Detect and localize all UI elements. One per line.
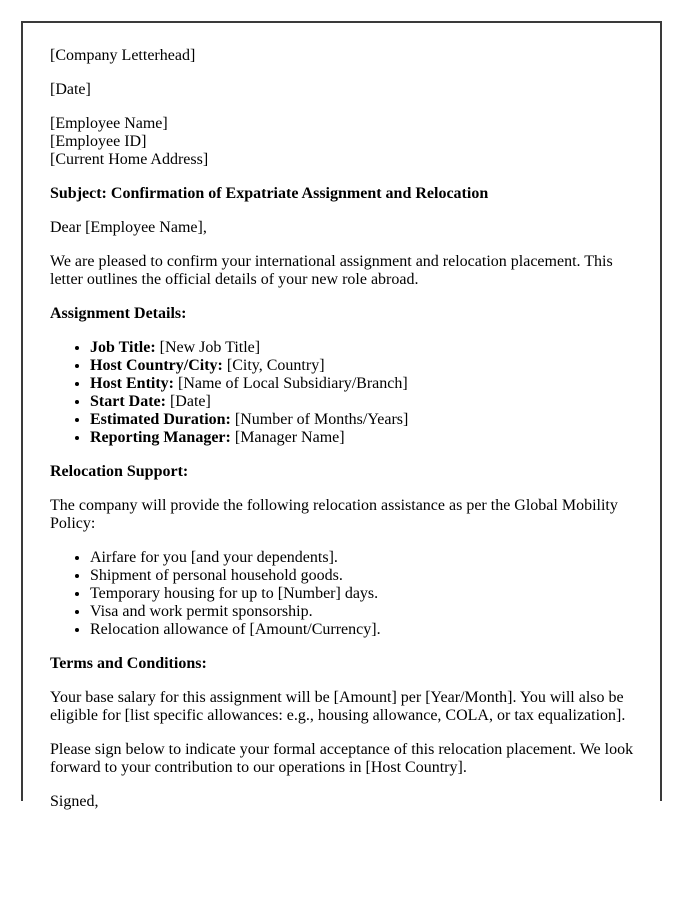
item-value: [New Job Title] [159,339,261,356]
list-item-host-country [90,357,635,375]
assignment-details-list [50,339,635,447]
date-line: [Date] [50,81,91,98]
salutation: Dear [Employee Name], [50,219,207,236]
list-item-host-entity [90,375,635,393]
relocation-support-heading: Relocation Support: [50,463,189,480]
item-label: Start Date: [90,393,166,410]
employee-id-line: [Employee ID] [50,133,147,150]
item-value: [Date] [169,393,211,410]
list-item-relocation-allowance: • Relocation allowance of [Amount/Currency]. [90,621,635,639]
item-value: [City, Country] [226,357,325,374]
closing-paragraph: Please sign below to indicate your formal acceptance of this relocation placement. We look forward to your contribution to our operations in [Host Country]. [50,741,634,776]
letter-document [21,21,662,810]
item-label: Job Title: [90,339,156,356]
list-item-visa: • Visa and work permit sponsorship. [90,603,635,621]
company-letterhead: [Company Letterhead] [50,47,196,64]
assignment-details-heading: Assignment Details: [50,305,187,322]
list-item-temporary-housing: • Temporary housing for up to [Number] days. [90,585,635,603]
relocation-intro-paragraph: The company will provide the following relocation assistance as per the Global Mobility Policy: [50,497,618,532]
list-item-reporting-manager [90,429,635,447]
list-item-airfare: • Airfare for you [and your dependents]. [90,549,635,567]
list-item-job-title [90,339,635,357]
relocation-support-list [50,549,635,639]
intro-paragraph: We are pleased to confirm your international assignment and relocation placement. This letter outlines the official details of your new role abroad. [50,253,613,288]
item-value: [Number of Months/Years] [234,411,409,428]
recipient-block [50,115,635,169]
list-item-shipment: • Shipment of personal household goods. [90,567,635,585]
subject-line: Subject: Confirmation of Expatriate Assignment and Relocation [50,185,489,202]
employee-name-line: [Employee Name] [50,115,168,132]
item-label: Host Country/City: [90,357,223,374]
list-item-start-date [90,393,635,411]
signed-line: Signed, [50,793,99,810]
item-label: Estimated Duration: [90,411,231,428]
terms-and-conditions-heading: Terms and Conditions: [50,655,207,672]
item-value: [Manager Name] [234,429,345,446]
list-item-estimated-duration [90,411,635,429]
home-address-line: [Current Home Address] [50,151,209,168]
salary-paragraph: Your base salary for this assignment will be [Amount] per [Year/Month]. You will also be eligible for [list specific allowances: e.g., housing allowance, COLA, or tax equalization]. [50,689,626,724]
item-label: Reporting Manager: [90,429,231,446]
item-label: Host Entity: [90,375,174,392]
item-value: [Name of Local Subsidiary/Branch] [178,375,408,392]
